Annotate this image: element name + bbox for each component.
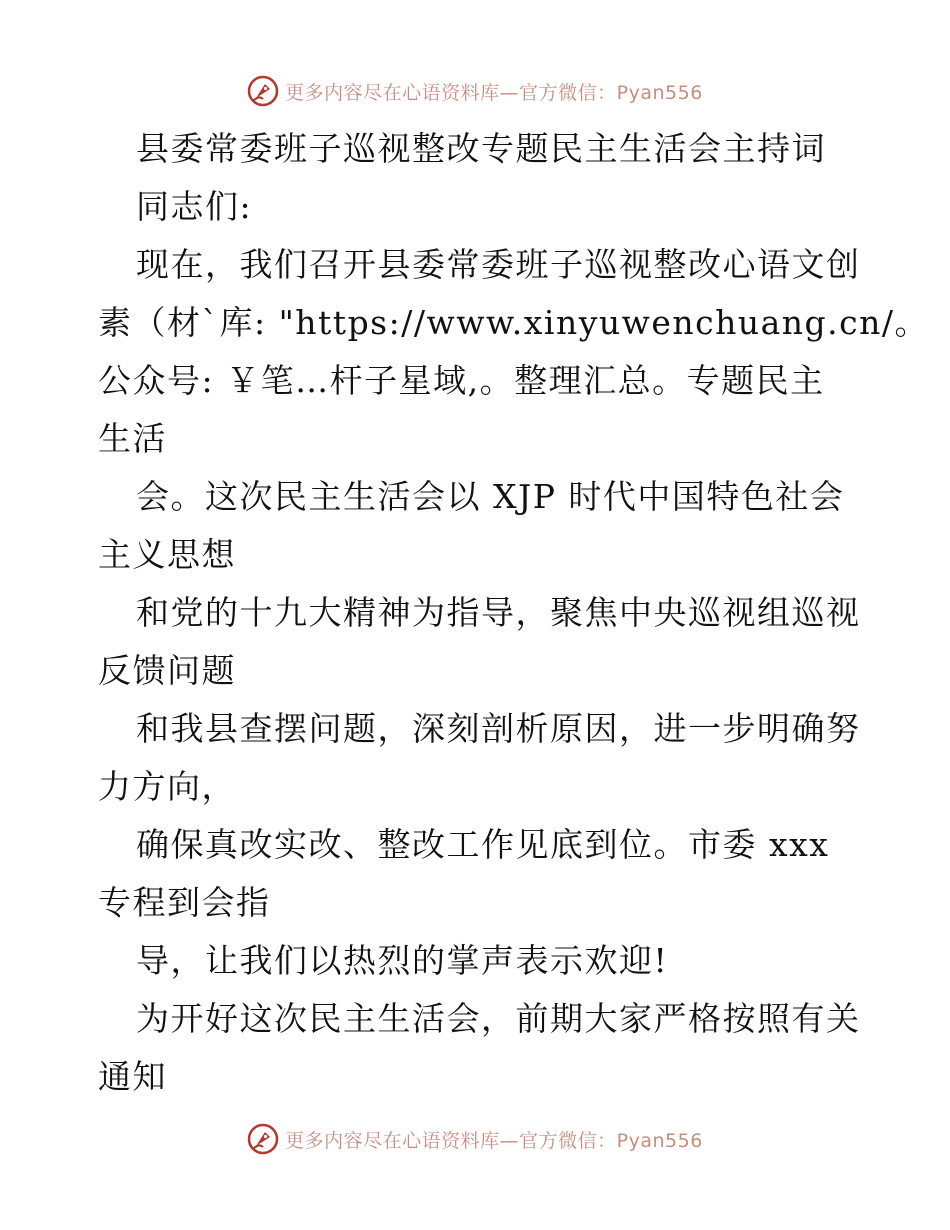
text-line: 力方向， (98, 767, 236, 806)
text-line: 会。这次民主生活会以 XJP 时代中国特色社会 (136, 477, 845, 516)
text-line: 县委常委班子巡视整改专题民主生活会主持词 (136, 129, 826, 168)
pen-nib-logo-icon (247, 1123, 279, 1155)
text-line: 生活 (98, 419, 167, 458)
text-line: 主义思想 (98, 535, 236, 574)
document-body (98, 120, 930, 1106)
text-line: 和党的十九大精神为指导，聚焦中央巡视组巡视 (136, 593, 861, 632)
text-line: 专程到会指 (98, 883, 271, 922)
text-line: 为开好这次民主生活会，前期大家严格按照有关 (136, 999, 861, 1038)
pen-nib-logo-icon (247, 75, 279, 107)
text-line: 公众号: ￥笔…杆子星域,。整理汇总。专题民主 (98, 361, 825, 400)
text-line: 反馈问题 (98, 651, 236, 690)
text-line: 导，让我们以热烈的掌声表示欢迎! (136, 941, 669, 980)
watermark-text: 更多内容尽在心语资料库—官方微信：Pyan556 (285, 1129, 703, 1152)
text-line: 同志们: (136, 187, 253, 226)
header-watermark (0, 71, 950, 111)
watermark-text: 更多内容尽在心语资料库—官方微信：Pyan556 (285, 81, 703, 104)
text-line: 现在，我们召开县委常委班子巡视整改心语文创 (136, 245, 861, 284)
footer-watermark (0, 1119, 950, 1159)
text-line: 素（材`库: "https://www.xinyuwenchuang.cn/。 (98, 303, 930, 342)
text-line: 通知 (98, 1057, 167, 1096)
text-line: 确保真改实改、整改工作见底到位。市委 xxx (136, 825, 830, 864)
text-line: 和我县查摆问题，深刻剖析原因，进一步明确努 (136, 709, 861, 748)
